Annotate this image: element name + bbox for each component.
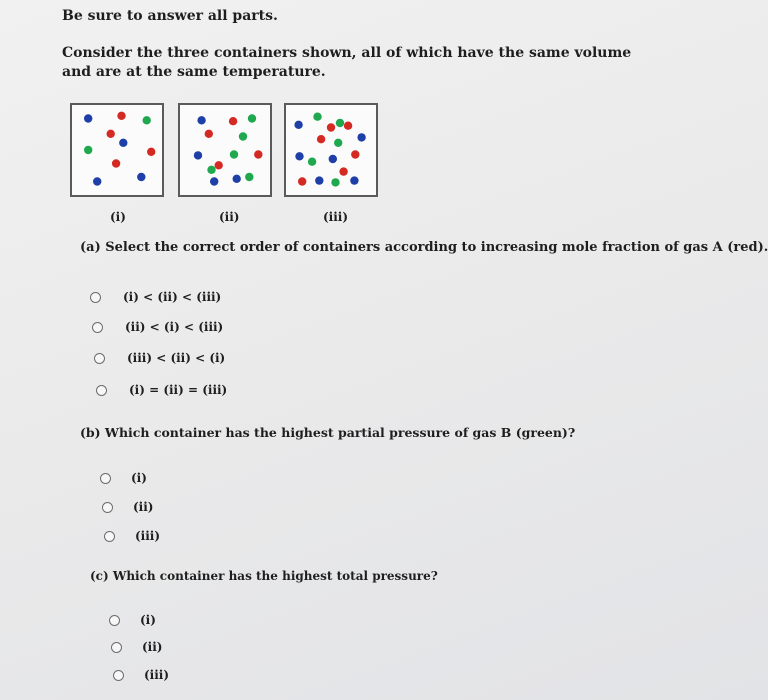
option-a-1[interactable] — [90, 290, 221, 304]
container-label-ii: (ii) — [219, 210, 240, 224]
option-a-3[interactable] — [94, 351, 225, 365]
red-particle — [327, 123, 335, 131]
blue-particle — [84, 114, 92, 122]
radio-button[interactable] — [113, 670, 124, 681]
blue-particle — [294, 121, 302, 129]
blue-particle — [197, 116, 205, 124]
green-particle — [308, 158, 316, 166]
red-particle — [298, 177, 306, 185]
radio-button[interactable] — [92, 322, 103, 333]
red-particle — [317, 135, 325, 143]
red-particle — [229, 117, 237, 125]
container-ii-particles — [180, 105, 270, 195]
green-particle — [207, 166, 215, 174]
option-c-2[interactable] — [111, 640, 162, 654]
green-particle — [331, 178, 339, 186]
option-label: (iii) < (ii) < (i) — [127, 351, 226, 365]
radio-button[interactable] — [102, 502, 113, 513]
option-label: (iii) — [135, 529, 161, 543]
container-label-iii: (iii) — [323, 210, 349, 224]
red-particle — [117, 112, 125, 120]
container-iii-particles — [286, 105, 376, 195]
option-a-4[interactable] — [96, 383, 227, 397]
radio-button[interactable] — [100, 473, 111, 484]
option-label: (ii) — [142, 640, 163, 654]
red-particle — [339, 167, 347, 175]
red-particle — [215, 161, 223, 169]
blue-particle — [93, 177, 101, 185]
green-particle — [313, 113, 321, 121]
green-particle — [230, 150, 238, 158]
blue-particle — [194, 151, 202, 159]
option-label: (ii) — [133, 500, 154, 514]
option-c-3[interactable] — [113, 668, 169, 682]
red-particle — [351, 150, 359, 158]
radio-button[interactable] — [96, 385, 107, 396]
option-label: (i) = (ii) = (iii) — [129, 383, 228, 397]
green-particle — [334, 139, 342, 147]
option-label: (i) < (ii) < (iii) — [123, 290, 222, 304]
blue-particle — [295, 152, 303, 160]
blue-particle — [119, 139, 127, 147]
question-c: (c) Which container has the highest total pressure? — [90, 569, 438, 583]
option-label: (i) — [140, 613, 156, 627]
blue-particle — [350, 176, 358, 184]
radio-button[interactable] — [104, 531, 115, 542]
problem-intro: Consider the three containers shown, all of which have the same volume and are at the same temperature. — [62, 45, 632, 80]
green-particle — [143, 116, 151, 124]
red-particle — [147, 148, 155, 156]
blue-particle — [210, 177, 218, 185]
question-b: (b) Which container has the highest partial pressure of gas B (green)? — [80, 425, 576, 440]
container-ii — [178, 103, 272, 197]
green-particle — [84, 146, 92, 154]
option-c-1[interactable] — [109, 613, 156, 627]
blue-particle — [357, 133, 365, 141]
option-label: (i) — [131, 471, 147, 485]
blue-particle — [137, 173, 145, 181]
container-i-particles — [72, 105, 162, 195]
radio-button[interactable] — [111, 642, 122, 653]
green-particle — [336, 119, 344, 127]
option-label: (iii) — [144, 668, 170, 682]
option-label: (ii) < (i) < (iii) — [125, 320, 224, 334]
red-particle — [254, 150, 262, 158]
container-iii — [284, 103, 378, 197]
green-particle — [239, 132, 247, 140]
blue-particle — [315, 176, 323, 184]
option-b-1[interactable] — [100, 471, 147, 485]
red-particle — [112, 159, 120, 167]
blue-particle — [329, 155, 337, 163]
radio-button[interactable] — [90, 292, 101, 303]
red-particle — [205, 130, 213, 138]
container-label-i: (i) — [110, 210, 126, 224]
red-particle — [344, 122, 352, 130]
instructions: Be sure to answer all parts. — [62, 8, 278, 24]
radio-button[interactable] — [109, 615, 120, 626]
green-particle — [248, 114, 256, 122]
option-b-2[interactable] — [102, 500, 153, 514]
question-a: (a) Select the correct order of containers according to increasing mole fraction of gas A (red). — [80, 240, 768, 255]
container-i — [70, 103, 164, 197]
blue-particle — [233, 175, 241, 183]
red-particle — [107, 130, 115, 138]
option-b-3[interactable] — [104, 529, 160, 543]
option-a-2[interactable] — [92, 320, 223, 334]
green-particle — [245, 173, 253, 181]
radio-button[interactable] — [94, 353, 105, 364]
